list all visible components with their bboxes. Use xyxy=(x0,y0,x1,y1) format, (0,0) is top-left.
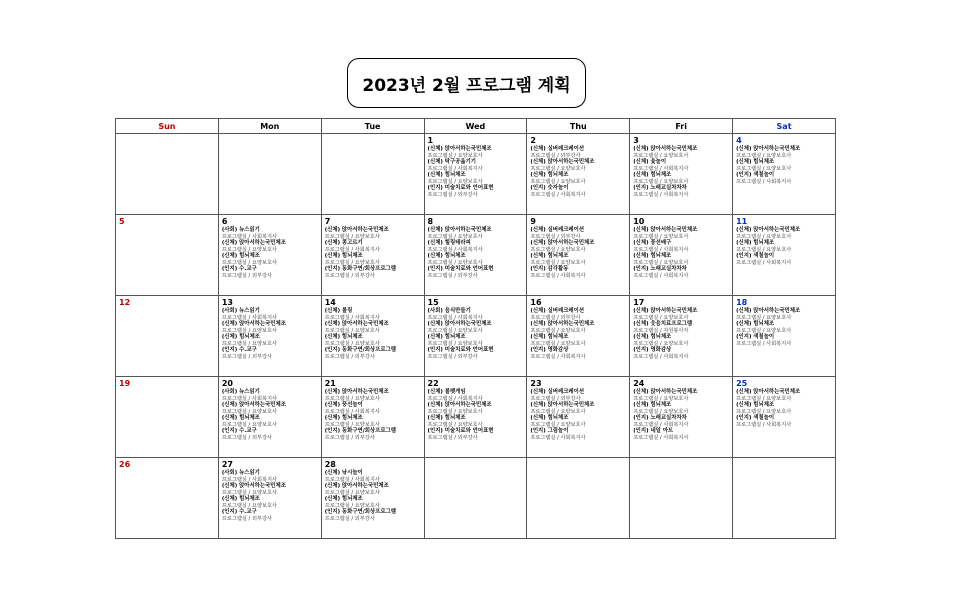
program-name: (신체) 힘뇌체조 xyxy=(530,415,569,421)
program-location-staff: 프로그램실 / 요양보호사 xyxy=(736,233,792,240)
program-name: (신체) 웃음치료프로그램 xyxy=(633,321,693,327)
program-location-staff: 프로그램실 / 요양보호사 xyxy=(324,327,380,334)
program-location-staff: 프로그램실 / 사회복지사 xyxy=(736,178,792,185)
day-cell xyxy=(733,377,836,458)
program-location-staff: 프로그램실 / 요양보호사 xyxy=(633,340,689,347)
day-number: 12 xyxy=(119,298,131,307)
program-location-staff: 프로그램실 / 요양보호사 xyxy=(324,502,380,509)
program-location-staff: 프로그램실 / 사회복지사 xyxy=(221,395,278,402)
program-name: (인지) 미술치료와 언어표현 xyxy=(427,185,494,191)
program-location-staff: 프로그램실 / 외부강사 xyxy=(221,515,272,522)
program-name: (인지) 노래교실차차차 xyxy=(633,415,687,421)
program-name: (신체) 앉아서하는국민체조 xyxy=(633,227,698,233)
program-location-staff: 프로그램실 / 사회복지사 xyxy=(530,272,586,279)
program-name: (신체) 앉아서하는국민체조 xyxy=(530,240,595,246)
program-location-staff: 프로그램실 / 요양보호사 xyxy=(736,165,792,172)
day-number: 13 xyxy=(221,298,233,307)
program-name: (인지) 색칠놀이 xyxy=(736,334,775,340)
program-name: (신체) 앉아서하는국민체조 xyxy=(736,146,801,152)
program-location-staff: 프로그램실 / 요양보호사 xyxy=(530,259,586,266)
program-name: (신체) 풍선배구 xyxy=(633,240,672,246)
program-name: (신체) 실버레크레이션 xyxy=(530,227,585,233)
weekday-thu: Thu xyxy=(527,119,630,134)
week-row xyxy=(116,458,836,539)
weekday-mon: Mon xyxy=(218,119,321,134)
page-title: 2023년 2월 프로그램 계획 xyxy=(347,58,586,108)
program-location-staff: 프로그램실 / 사회복지사 xyxy=(736,259,792,266)
program-location-staff: 프로그램실 / 요양보호사 xyxy=(324,421,380,428)
empty-day-cell xyxy=(424,458,527,539)
day-cell xyxy=(218,377,321,458)
day-number: 24 xyxy=(633,379,645,388)
program-name: (신체) 앉아서하는국민체조 xyxy=(221,321,286,327)
day-number: 19 xyxy=(119,379,131,388)
program-location-staff: 프로그램실 / 요양보호사 xyxy=(221,408,278,415)
program-name: (신체) 힘뇌체조 xyxy=(324,415,363,421)
program-name: (신체) 실버레크레이션 xyxy=(530,389,585,395)
program-name: (인지) 수.교구 xyxy=(221,428,257,434)
program-location-staff: 프로그램실 / 외부강사 xyxy=(221,353,272,360)
calendar-body xyxy=(116,134,836,539)
day-number: 26 xyxy=(119,460,131,469)
program-location-staff: 프로그램실 / 외부강사 xyxy=(427,272,478,279)
program-name: (인지) 색칠놀이 xyxy=(736,172,775,178)
day-cell xyxy=(424,377,527,458)
day-cell xyxy=(218,215,321,296)
program-name: (신체) 힘뇌체조 xyxy=(324,334,363,340)
program-name: (사회) 음식만들기 xyxy=(427,308,471,314)
program-location-staff: 프로그램실 / 사회복지사 xyxy=(427,395,483,402)
program-name: (신체) 힘뇌체조 xyxy=(427,172,466,178)
program-name: (신체) 힘뇌체조 xyxy=(633,334,672,340)
day-number: 8 xyxy=(427,217,434,226)
program-name: (인지) 수.교구 xyxy=(221,509,257,515)
weekday-sat: Sat xyxy=(733,119,836,134)
program-location-staff: 프로그램실 / 사회복지사 xyxy=(633,272,689,279)
program-name: (인지) 색칠놀이 xyxy=(736,415,775,421)
program-name: (신체) 힘뇌체조 xyxy=(736,159,775,165)
program-location-staff: 프로그램실 / 요양보호사 xyxy=(427,233,483,240)
program-name: (인지) 네일 아트 xyxy=(633,428,674,434)
program-name: (신체) 실버레크레이션 xyxy=(530,308,585,314)
day-cell xyxy=(424,296,527,377)
program-location-staff: 프로그램실 / 요양보호사 xyxy=(530,408,586,415)
program-name: (신체) 앉아서하는국민체조 xyxy=(427,227,492,233)
program-name: (신체) 힘뇌체조 xyxy=(427,253,466,259)
program-location-staff: 프로그램실 / 요양보호사 xyxy=(427,408,483,415)
program-name: (신체) 앉아서하는국민체조 xyxy=(736,227,801,233)
program-name: (신체) 힘뇌체조 xyxy=(221,253,260,259)
program-location-staff: 프로그램실 / 외부강사 xyxy=(530,395,581,402)
program-name: (신체) 힘뇌체조 xyxy=(530,253,569,259)
day-number: 3 xyxy=(633,136,639,145)
program-location-staff: 프로그램실 / 사회복지사 xyxy=(530,353,586,360)
program-name: (인지) 숫자놀이 xyxy=(530,185,569,191)
program-location-staff: 프로그램실 / 외부강사 xyxy=(427,434,478,441)
weekday-tue: Tue xyxy=(321,119,424,134)
program-name: (신체) 힘뇌체조 xyxy=(530,172,569,178)
program-name: (인지) 미술치료와 언어표현 xyxy=(427,428,494,434)
day-cell xyxy=(116,377,219,458)
day-cell xyxy=(733,296,836,377)
program-name: (신체) 낚시놀이 xyxy=(324,470,363,476)
program-location-staff: 프로그램실 / 요양보호사 xyxy=(633,259,689,266)
calendar-table xyxy=(115,118,836,539)
day-cell xyxy=(116,296,219,377)
weekday-sun: Sun xyxy=(116,119,219,134)
program-location-staff: 프로그램실 / 요양보호사 xyxy=(427,327,483,334)
program-name: (신체) 앉아서하는국민체조 xyxy=(530,321,595,327)
program-name: (신체) 앉아서하는국민체조 xyxy=(324,483,389,489)
program-location-staff: 프로그램실 / 요양보호사 xyxy=(736,395,792,402)
day-number: 16 xyxy=(530,298,542,307)
program-location-staff: 프로그램실 / 요양보호사 xyxy=(736,408,792,415)
program-name: (인지) 색칠놀이 xyxy=(736,253,775,259)
program-location-staff: 프로그램실 / 요양보호사 xyxy=(633,233,689,240)
program-name: (인지) 동화구연/회상프로그램 xyxy=(324,347,396,353)
program-location-staff: 프로그램실 / 외부강사 xyxy=(427,191,478,198)
program-name: (인지) 수.교구 xyxy=(221,347,257,353)
program-location-staff: 프로그램실 / 요양보호사 xyxy=(427,259,483,266)
program-location-staff: 프로그램실 / 사회복지사 xyxy=(633,421,689,428)
day-number: 2 xyxy=(530,136,536,145)
program-name: (신체) 힘뇌체조 xyxy=(530,334,569,340)
program-location-staff: 프로그램실 / 요양보호사 xyxy=(530,421,586,428)
program-name: (신체) 앉아서하는국민체조 xyxy=(427,146,492,152)
program-location-staff: 프로그램실 / 요양보호사 xyxy=(736,314,792,321)
day-cell xyxy=(321,215,424,296)
program-location-staff: 프로그램실 / 요양보호사 xyxy=(221,421,278,428)
day-cell xyxy=(218,296,321,377)
program-name: (신체) 힘뇌체조 xyxy=(324,253,363,259)
week-row xyxy=(116,215,836,296)
empty-day-cell xyxy=(116,134,219,215)
program-name: (신체) 윷놀이 xyxy=(633,159,667,165)
day-number: 17 xyxy=(633,298,645,307)
program-name: (신체) 힘뇌체조 xyxy=(736,321,775,327)
program-name: (신체) 앉아서하는국민체조 xyxy=(633,389,698,395)
program-location-staff: 프로그램실 / 요양보호사 xyxy=(324,395,380,402)
program-location-staff: 프로그램실 / 사회복지사 xyxy=(324,408,380,415)
program-location-staff: 프로그램실 / 요양보호사 xyxy=(427,340,483,347)
program-location-staff: 프로그램실 / 요양보호사 xyxy=(221,327,278,334)
day-cell xyxy=(630,134,733,215)
program-name: (신체) 힘뇌체조 xyxy=(221,496,260,502)
program-location-staff: 프로그램실 / 외부강사 xyxy=(324,515,375,522)
program-name: (신체) 앉아서하는국민체조 xyxy=(633,308,698,314)
day-number: 28 xyxy=(324,460,336,469)
day-cell xyxy=(218,458,321,539)
program-name: (인지) 동화구연/회상프로그램 xyxy=(324,509,396,515)
day-number: 7 xyxy=(324,217,331,226)
program-location-staff: 프로그램실 / 요양보호사 xyxy=(633,152,689,159)
program-location-staff: 프로그램실 / 요양보호사 xyxy=(633,395,689,402)
week-row xyxy=(116,377,836,458)
day-number: 22 xyxy=(427,379,439,388)
day-cell xyxy=(116,215,219,296)
program-name: (사회) 뉴스읽기 xyxy=(221,470,260,476)
day-number: 6 xyxy=(221,217,228,226)
day-number: 15 xyxy=(427,298,439,307)
program-name: (신체) 힘뇌체조 xyxy=(633,253,672,259)
program-name: (인지) 노래교실차차차 xyxy=(633,185,687,191)
program-location-staff: 프로그램실 / 사회복지사 xyxy=(221,314,278,321)
program-location-staff: 프로그램실 / 요양보호사 xyxy=(633,178,689,185)
program-name: (사회) 뉴스읽기 xyxy=(221,389,260,395)
day-number: 23 xyxy=(530,379,542,388)
day-number: 11 xyxy=(736,217,748,226)
program-location-staff: 프로그램실 / 외부강사 xyxy=(427,353,478,360)
program-location-staff: 프로그램실 / 외부강사 xyxy=(324,353,375,360)
program-name: (신체) 앉아서하는국민체조 xyxy=(736,389,801,395)
empty-day-cell xyxy=(218,134,321,215)
program-name: (신체) 힘뇌체조 xyxy=(427,415,466,421)
program-name: (신체) 힘뇌체조 xyxy=(221,415,260,421)
program-name: (인지) 미술치료와 언어표현 xyxy=(427,266,494,272)
program-location-staff: 프로그램실 / 외부강사 xyxy=(530,314,581,321)
program-location-staff: 프로그램실 / 사회복지사 xyxy=(221,476,278,483)
program-location-staff: 프로그램실 / 사회복지사 xyxy=(324,246,380,253)
program-location-staff: 프로그램실 / 사회복지사 xyxy=(530,434,586,441)
program-name: (신체) 앉아서하는국민체조 xyxy=(221,402,286,408)
program-name: (사회) 뉴스읽기 xyxy=(221,227,260,233)
program-location-staff: 프로그램실 / 사회복지사 xyxy=(427,165,483,172)
program-name: (신체) 볼펫게임 xyxy=(427,389,466,395)
day-cell xyxy=(630,296,733,377)
day-cell xyxy=(733,215,836,296)
program-location-staff: 프로그램실 / 사회복지사 xyxy=(736,340,792,347)
program-location-staff: 프로그램실 / 요양보호사 xyxy=(221,246,278,253)
program-location-staff: 프로그램실 / 요양보호사 xyxy=(221,489,278,496)
day-number: 14 xyxy=(324,298,336,307)
program-name: (신체) 힘뇌체조 xyxy=(324,496,363,502)
day-number: 10 xyxy=(633,217,645,226)
program-location-staff: 프로그램실 / 요양보호사 xyxy=(633,314,689,321)
program-location-staff: 프로그램실 / 사회복지사 xyxy=(530,191,586,198)
program-location-staff: 프로그램실 / 사회복지사 xyxy=(633,434,689,441)
program-location-staff: 프로그램실 / 요양보호사 xyxy=(324,233,380,240)
program-location-staff: 프로그램실 / 외부강사 xyxy=(530,233,581,240)
day-cell xyxy=(424,215,527,296)
empty-day-cell xyxy=(630,458,733,539)
program-name: (신체) 앉아서하는국민체조 xyxy=(427,402,492,408)
program-name: (인지) 수.교구 xyxy=(221,266,257,272)
program-name: (신체) 탁구공옮기기 xyxy=(427,159,476,165)
program-location-staff: 프로그램실 / 요양보호사 xyxy=(530,165,586,172)
program-location-staff: 프로그램실 / 요양보호사 xyxy=(633,408,689,415)
program-location-staff: 프로그램실 / 요양보호사 xyxy=(530,178,586,185)
program-name: (인지) 미술치료와 언어표현 xyxy=(427,347,494,353)
weekday-wed: Wed xyxy=(424,119,527,134)
program-location-staff: 프로그램실 / 요양보호사 xyxy=(427,178,483,185)
program-name: (신체) 힘뇌체조 xyxy=(633,402,672,408)
program-location-staff: 프로그램실 / 요양보호사 xyxy=(736,327,792,334)
program-name: (신체) 실버레크레이션 xyxy=(530,146,585,152)
day-cell xyxy=(733,134,836,215)
program-location-staff: 프로그램실 / 요양보호사 xyxy=(221,502,278,509)
day-number: 25 xyxy=(736,379,748,388)
program-name: (인지) 노래교실차차차 xyxy=(633,266,687,272)
day-cell xyxy=(321,377,424,458)
program-name: (신체) 콩고르기 xyxy=(324,240,363,246)
day-number: 27 xyxy=(221,460,233,469)
program-name: (인지) 그림놀이 xyxy=(530,428,569,434)
day-cell xyxy=(424,134,527,215)
program-location-staff: 프로그램실 / 사회복지사 xyxy=(221,233,278,240)
day-number: 5 xyxy=(119,217,125,226)
day-number: 1 xyxy=(427,136,434,145)
program-location-staff: 프로그램실 / 사회복지사 xyxy=(633,165,689,172)
program-location-staff: 프로그램실 / 요양보호사 xyxy=(324,489,380,496)
program-name: (신체) 앉아서하는국민체조 xyxy=(324,321,389,327)
program-location-staff: 프로그램실 / 요양보호사 xyxy=(324,259,380,266)
empty-day-cell xyxy=(321,134,424,215)
day-cell xyxy=(527,377,630,458)
program-location-staff: 프로그램실 / 요양보호사 xyxy=(221,259,278,266)
program-name: (신체) 앉아서하는국민체조 xyxy=(324,389,389,395)
day-cell xyxy=(527,134,630,215)
program-name: (신체) 앉아서하는국민체조 xyxy=(324,227,389,233)
program-location-staff: 프로그램실 / 사회복지사 xyxy=(324,314,380,321)
day-cell xyxy=(116,458,219,539)
program-name: (인지) 동화구연/회상프로그램 xyxy=(324,428,396,434)
empty-day-cell xyxy=(527,458,630,539)
day-number: 18 xyxy=(736,298,748,307)
day-cell xyxy=(321,296,424,377)
program-location-staff: 프로그램실 / 외부강사 xyxy=(324,434,375,441)
day-cell xyxy=(630,377,733,458)
program-location-staff: 프로그램실 / 사회복지사 xyxy=(427,246,483,253)
program-location-staff: 프로그램실 / 요양보호사 xyxy=(221,340,278,347)
program-name: (신체) 앉아서하는국민체조 xyxy=(530,159,595,165)
program-name: (인지) 감각활동 xyxy=(530,266,569,272)
program-name: (신체) 풍선놀이 xyxy=(324,402,363,408)
day-cell xyxy=(630,215,733,296)
program-location-staff: 프로그램실 / 사회복지사 xyxy=(324,476,380,483)
program-name: (인지) 영화감상 xyxy=(633,347,672,353)
day-cell xyxy=(321,458,424,539)
program-location-staff: 프로그램실 / 외부강사 xyxy=(221,272,272,279)
program-name: (사회) 뉴스읽기 xyxy=(221,308,260,314)
program-location-staff: 프로그램실 / 요양보호사 xyxy=(736,246,792,253)
day-number: 20 xyxy=(221,379,233,388)
program-name: (신체) 힐링테라피 xyxy=(427,240,471,246)
program-name: (신체) 앉아서하는국민체조 xyxy=(427,321,492,327)
program-name: (신체) 힘뇌체조 xyxy=(736,402,775,408)
program-location-staff: 프로그램실 / 외부강사 xyxy=(221,434,272,441)
program-location-staff: 프로그램실 / 사회복지사 xyxy=(736,421,792,428)
program-name: (인지) 영화감상 xyxy=(530,347,569,353)
program-name: (신체) 앉아서하는국민체조 xyxy=(633,146,698,152)
program-name: (신체) 힘뇌체조 xyxy=(427,334,466,340)
program-location-staff: 프로그램실 / 요양보호사 xyxy=(427,421,483,428)
weekday-header-row xyxy=(116,119,836,134)
empty-day-cell xyxy=(733,458,836,539)
program-name: (신체) 앉아서하는국민체조 xyxy=(221,240,286,246)
day-number: 4 xyxy=(736,136,742,145)
program-name: (신체) 앉아서하는국민체조 xyxy=(736,308,801,314)
program-name: (인지) 동화구연/회상프로그램 xyxy=(324,266,396,272)
weekday-fri: Fri xyxy=(630,119,733,134)
program-location-staff: 프로그램실 / 사회복지사 xyxy=(633,246,689,253)
program-location-staff: 프로그램실 / 자원봉사자 xyxy=(633,327,689,334)
program-name: (신체) 앉아서하는국민체조 xyxy=(530,402,595,408)
program-location-staff: 프로그램실 / 요양보호사 xyxy=(427,152,483,159)
program-location-staff: 프로그램실 / 사회복지사 xyxy=(633,191,689,198)
program-location-staff: 프로그램실 / 외부강사 xyxy=(324,272,375,279)
program-location-staff: 프로그램실 / 요양보호사 xyxy=(324,340,380,347)
program-name: (신체) 힘뇌체조 xyxy=(633,172,672,178)
program-name: (신체) 앉아서하는국민체조 xyxy=(221,483,286,489)
week-row xyxy=(116,296,836,377)
day-number: 9 xyxy=(530,217,536,226)
week-row xyxy=(116,134,836,215)
program-location-staff: 프로그램실 / 요양보호사 xyxy=(736,152,792,159)
program-location-staff: 프로그램실 / 사회복지사 xyxy=(427,314,483,321)
program-location-staff: 프로그램실 / 사회복지사 xyxy=(633,353,689,360)
program-name: (신체) 힘뇌체조 xyxy=(736,240,775,246)
program-location-staff: 프로그램실 / 외부강사 xyxy=(530,152,581,159)
day-cell xyxy=(527,296,630,377)
program-name: (신체) 볼링 xyxy=(324,308,353,314)
program-name: (신체) 힘뇌체조 xyxy=(221,334,260,340)
program-location-staff: 프로그램실 / 요양보호사 xyxy=(530,340,586,347)
program-location-staff: 프로그램실 / 요양보호사 xyxy=(530,246,586,253)
day-number: 21 xyxy=(324,379,336,388)
day-cell xyxy=(527,215,630,296)
program-location-staff: 프로그램실 / 요양보호사 xyxy=(530,327,586,334)
